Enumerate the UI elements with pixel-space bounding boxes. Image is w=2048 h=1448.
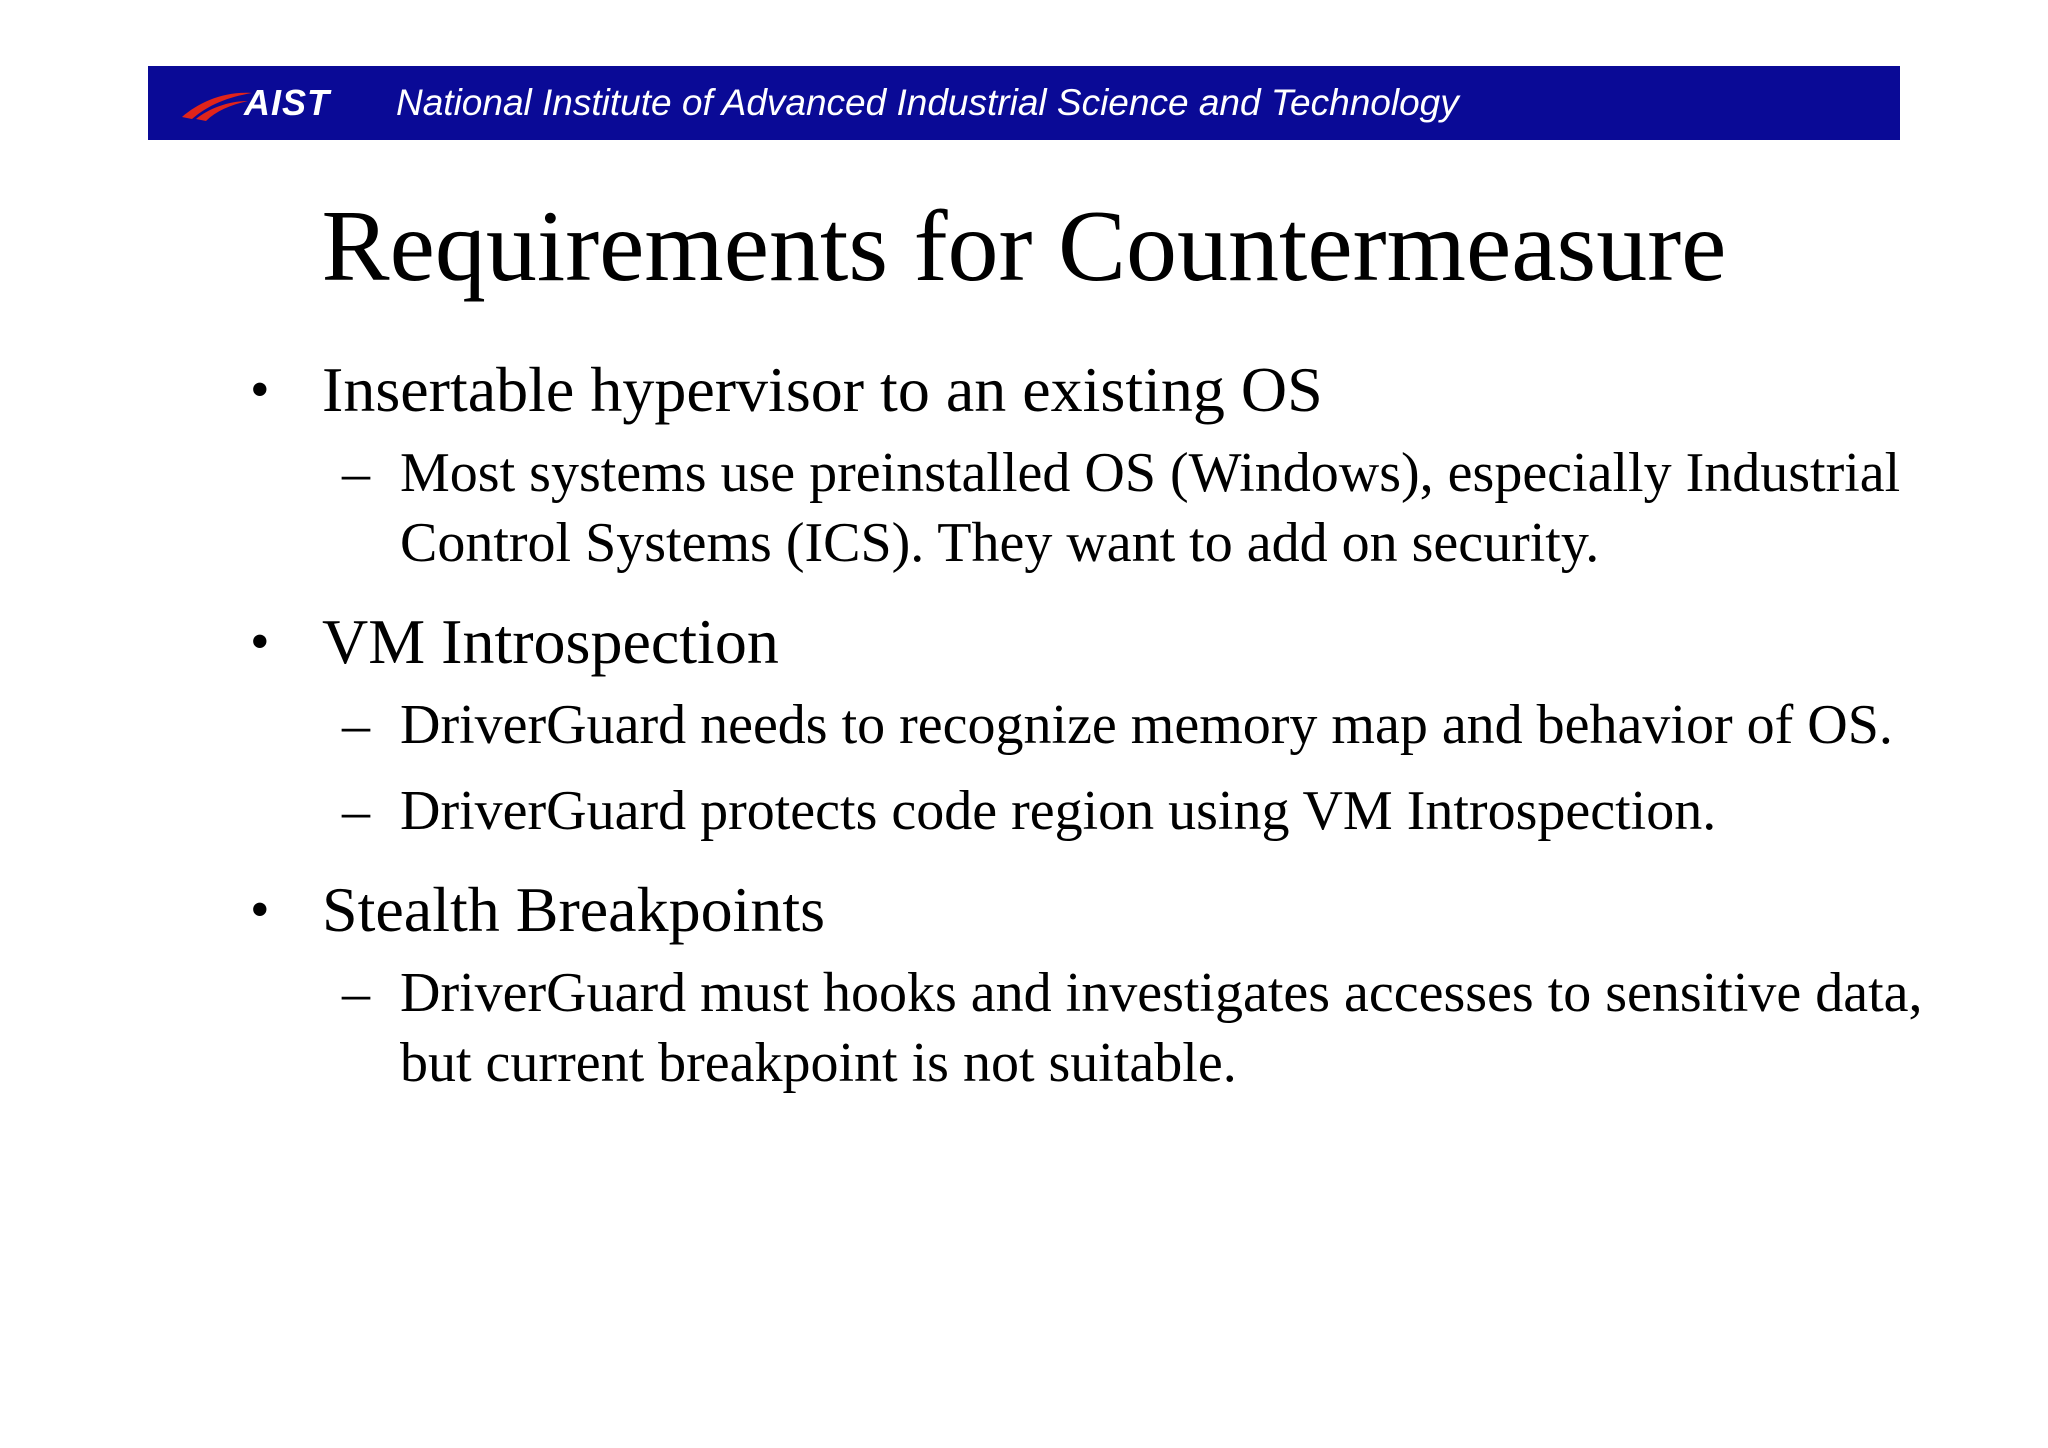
sub-bullet-text: Most systems use preinstalled OS (Windows), especially Industrial Control Systems (ICS). They want to add on security. bbox=[400, 442, 1901, 574]
sub-bullet-marker: – bbox=[342, 442, 370, 504]
sub-bullet-text: DriverGuard needs to recognize memory map and behavior of OS. bbox=[400, 694, 1893, 756]
sub-bullet-item bbox=[250, 958, 1950, 1098]
bullet-text: VM Introspection bbox=[322, 606, 779, 677]
slide-title: Requirements for Countermeasure bbox=[321, 190, 1727, 303]
bullet-item bbox=[250, 352, 1950, 428]
sub-bullet-marker: – bbox=[342, 962, 370, 1024]
logo-text: AIST bbox=[244, 82, 331, 123]
bullet-text: Insertable hypervisor to an existing OS bbox=[322, 354, 1323, 425]
bullet-text: Stealth Breakpoints bbox=[322, 874, 826, 945]
sub-bullet-marker: – bbox=[342, 780, 370, 842]
sub-bullet-item bbox=[250, 690, 1950, 760]
sub-bullet-marker: – bbox=[342, 694, 370, 756]
bullet-marker: • bbox=[250, 611, 270, 673]
institute-name: National Institute of Advanced Industrial Science and Technology bbox=[396, 82, 1459, 123]
bullet-marker: • bbox=[250, 879, 270, 941]
bullet-marker: • bbox=[250, 359, 270, 421]
header-bar bbox=[148, 66, 1900, 140]
bullet-item bbox=[250, 872, 1950, 948]
sub-bullet-item bbox=[250, 776, 1950, 846]
sub-bullet-item bbox=[250, 438, 1950, 578]
bullet-list bbox=[250, 352, 1950, 1098]
sub-bullet-text: DriverGuard must hooks and investigates accesses to sensitive data, but current breakpoint is not suitable. bbox=[400, 962, 1923, 1094]
sub-bullet-text: DriverGuard protects code region using VM Introspection. bbox=[400, 780, 1717, 842]
bullet-item bbox=[250, 604, 1950, 680]
aist-logo bbox=[178, 80, 330, 126]
